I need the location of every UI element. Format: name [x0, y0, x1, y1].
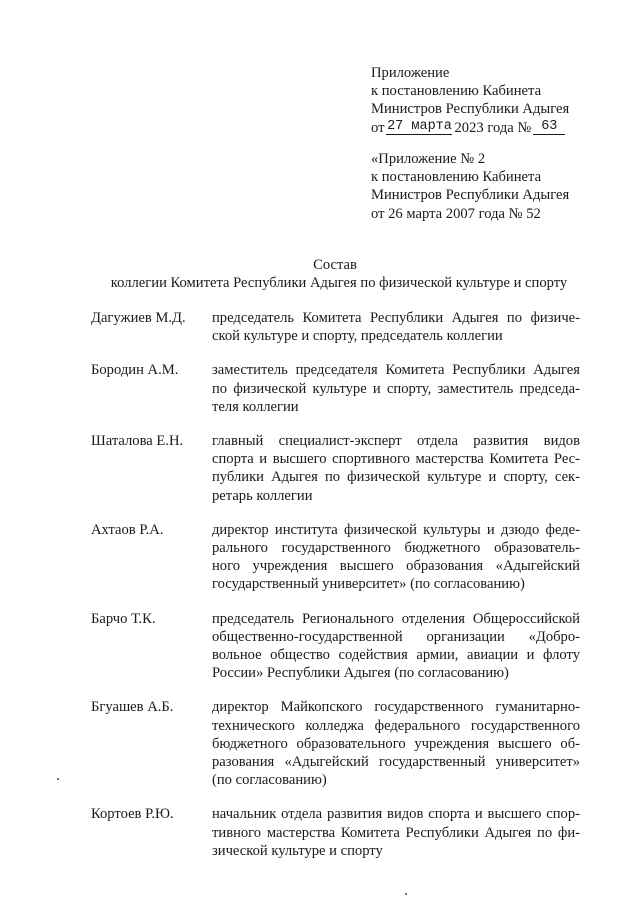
member-role-line: государственный университет» (по согласованию)	[212, 576, 525, 593]
member-row	[91, 361, 581, 416]
appendix-decree-word-2: постановлению	[381, 83, 479, 100]
member-role-line: вольное общество содействия армии, авиации и флоту	[212, 647, 580, 664]
member-row	[91, 521, 581, 594]
member-role-line: теля коллегии	[212, 398, 299, 415]
member-role	[212, 698, 580, 789]
member-role-line: директор Майкопского государственного гуманитарно-	[212, 699, 580, 716]
member-role	[212, 521, 580, 594]
member-role-line: (по согласованию)	[212, 772, 327, 789]
member-role	[212, 610, 580, 683]
old-appendix-decree-word-3: Кабинета	[482, 169, 542, 186]
members-list	[91, 309, 581, 876]
old-appendix-date-line: от 26 марта 2007 года № 52	[371, 205, 541, 222]
member-name: Бгуашев А.Б.	[91, 699, 174, 716]
appendix-decree-line	[371, 82, 576, 100]
member-name: Барчо Т.К.	[91, 610, 156, 627]
old-appendix-header	[371, 150, 576, 223]
appendix-ministers-line: Министров Республики Адыгея	[371, 101, 570, 118]
member-role-line: начальник отдела развития видов спорта и высшего спор-	[212, 806, 580, 823]
title-line-2: коллегии Комитета Республики Адыгея по физической культуре и спорту	[110, 274, 568, 291]
member-role-line: общественно-государственной организации «Добро-	[212, 628, 580, 645]
appendix-label: Приложение	[371, 65, 450, 81]
member-role-line: России» Республики Адыгея (по согласованию)	[212, 665, 509, 682]
old-appendix-ministers-line: Министров Республики Адыгея	[371, 187, 570, 204]
member-role-line: тивного мастерства Комитета Республики Адыгея по фи-	[212, 824, 580, 841]
member-role-line: бюджетного образовательного учреждения высшего об-	[212, 735, 580, 752]
member-role-line: ской культуре и спорту, председатель коллегии	[212, 328, 503, 345]
title-line-1: Состав	[313, 257, 357, 273]
member-role-line: заместитель председателя Комитета Республики Адыгея	[212, 362, 580, 379]
member-name: Шаталова Е.Н.	[91, 433, 184, 450]
member-role-line: рального государственного бюджетного образователь-	[212, 540, 580, 557]
appendix-year-text: 2023 года №	[454, 119, 532, 136]
member-role-line: ретарь коллегии	[212, 487, 313, 504]
member-role	[212, 805, 580, 860]
member-role-line: директор института физической культуры и дзюдо феде-	[212, 521, 580, 538]
scan-speck	[57, 778, 59, 780]
member-role	[212, 361, 580, 416]
member-role	[212, 309, 580, 345]
member-name: Дагужиев М.Д.	[91, 310, 186, 326]
member-name: Бородин А.М.	[91, 362, 179, 379]
old-appendix-label: «Приложение № 2	[371, 151, 486, 167]
appendix-decree-word-1: к	[371, 83, 379, 100]
old-appendix-decree-word-1: к	[371, 169, 379, 186]
appendix-decree-word-3: Кабинета	[482, 83, 542, 100]
member-row	[91, 698, 581, 789]
member-row	[91, 309, 581, 345]
appendix-number-field: 63	[533, 120, 565, 135]
member-name: Ахтаов Р.А.	[91, 521, 164, 538]
appendix-header	[371, 64, 576, 138]
old-appendix-decree-word-2: постановлению	[381, 169, 479, 186]
appendix-date-prefix: от	[371, 119, 385, 136]
member-row	[91, 610, 581, 683]
member-role-line: разования «Адыгейский государственный университет»	[212, 754, 580, 771]
member-name: Кортоев Р.Ю.	[91, 806, 174, 823]
scan-speck	[405, 893, 407, 895]
member-role	[212, 432, 580, 505]
member-role-line: ного учреждения высшего образования «Адыгейский	[212, 558, 580, 575]
member-role-line: председатель Регионального отделения Общероссийской	[212, 610, 580, 627]
appendix-date-line	[371, 119, 576, 138]
member-role-line: председатель Комитета Республики Адыгея по физиче-	[212, 310, 580, 326]
member-role-line: главный специалист-эксперт отдела развития видов	[212, 433, 580, 450]
appendix-date-field: 27 марта	[387, 118, 452, 134]
member-role-line: технического колледжа федерального государственного	[212, 717, 580, 734]
member-role-line: спорта и высшего спортивного мастерства Комитета Рес-	[212, 451, 580, 468]
member-role-line: публики Адыгея по физической культуре и спорту, сек-	[212, 469, 580, 486]
document-title	[0, 257, 640, 292]
member-row	[91, 805, 581, 860]
member-row	[91, 432, 581, 505]
old-appendix-decree-line	[371, 168, 576, 186]
member-role-line: зической культуре и спорту	[212, 842, 383, 859]
member-role-line: по физической культуре и спорту, заместитель председа-	[212, 380, 580, 397]
